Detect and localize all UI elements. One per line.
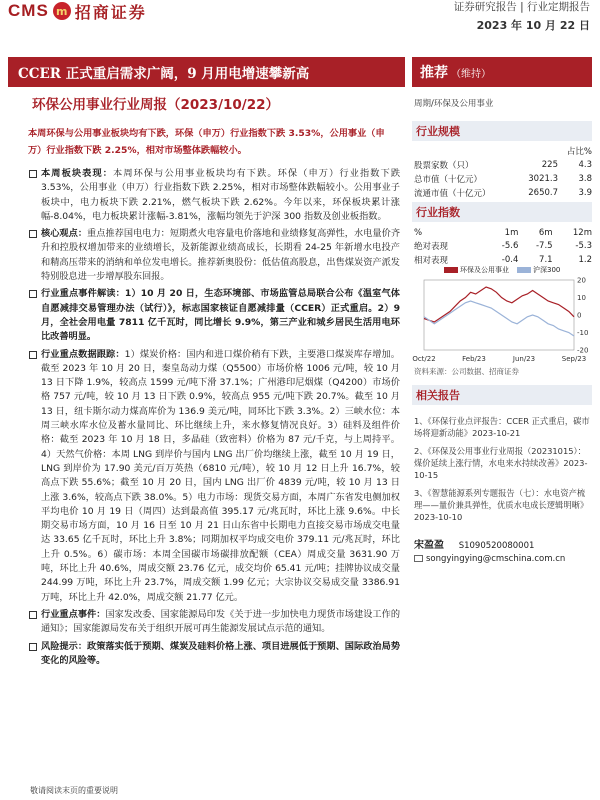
related-report-item[interactable]: 2、《环保及公用事业行业周报（20231015）：煤价延续上涨行情，水电来水持续改善》2023-10-15 [414,446,588,480]
x-tick-label: Oct/22 [412,355,436,363]
mail-icon [414,555,423,562]
table-row [414,158,592,172]
pct-header: 占比% [566,147,592,157]
bullet-text: 重点推荐国电电力：短期煮火电容量电价落地和业绩修复高弹性，水电量价齐升和控股权增加带来的业绩增长，及新能源业绩高成长，长期看 24-25 年新增水电投产和精高压带来的消纳和单位发电增长。推荐新奥股份：低估值高股息，出售煤炭资产派发特别股息进一步增厚股东回报。 [41,228,401,283]
chart-legend [444,265,560,275]
author-block [414,539,565,566]
legend-swatch [517,267,531,273]
industry-index-table [414,227,592,267]
industry-category: 周期/环保及公用事业 [414,99,494,109]
bullet-lead: 行业重点事件解读： [41,288,125,300]
table-row [414,239,592,253]
industry-scale-table [414,144,592,200]
scale-label: 流通市值（十亿元） [414,189,491,199]
report-title: 环保公用事业行业周报（2023/10/22） [32,97,280,113]
series-line [424,287,574,322]
table-row [414,172,592,186]
bullet-event-analysis [28,287,400,344]
index-value: 1.2 [578,255,592,265]
y-tick-label: -10 [577,329,589,337]
index-value: -7.5 [535,241,553,251]
bullet-text: 1）煤炭价格：国内和进口煤价稍有下跌，主要港口煤炭库存增加。截至 2023 年 10 月 20 日，秦皇岛动力煤（Q5500）市场价格 1006 元/吨，较 10 月 13 日下降 1.9%，较高点 1599 元/吨下滑 37.1%；广州港印尼烟煤（Q4200）市场价格 757 元/吨，较 10 月 13 日下跌 0.9%，较高点 955 元/吨下跌 20.7%。截至 10 月 13 日，纽卡斯尔动力煤高库价为 136.9 美元/吨，同环比下跌 3.3%。2）三峡水位：本周三峡水库水位及蓄水量同比、环比继续上升，来水修复情况良好。3）硅料及组件价格：截至 2023 年 10 月 18 日，多晶硅（致密料）价格为 87 元/千克，与上周持平。4）天然气价格：本周 LNG 到岸价与国内 LNG 出厂价均继续上涨，截至 10 月 19 日，LNG 到岸价为 17.90 美元/百万英热（6810 元/吨），较 10 月 12 日上升 16.7%，较高点下跌 55.6%；截至 10 月 20 日，国内 LNG 出厂价 4839 元/吨，较 10 月 13 日上涨 3.6%，较高点下跌 38.0%。5）电力市场：现货交易方面，本周广东省发电侧加权平均电价 10 月 19 日（周四）达到最高值 395.17 元/兆瓦时，环比上涨 9.6%。中长期交易市场方面，10 月 16 日至 10 月 21 日山东省中长期电力直接交易市场成交电量达 33.65 亿千瓦时，环比上升 3.8%；同期加权平均成交电价 379.11 元/兆瓦时，环比上升 0.5%。6）碳市场：本周全国碳市场碳排放配额（CEA）周成交量 3631.90 万吨，环比上升 40.6%，周成交额 23.76 亿元，成交均价 65.41 元/吨；挂牌协议成交量 244.99 万吨，环比上升 23.7%，周成交额 1.99 亿元；大宗协议交易成交量 3386.91 万吨，环比上升 42.0%，周成交额 21.77 亿元。 [41,348,400,603]
index-value: -5.3 [575,241,592,251]
index-value: -0.4 [501,255,519,265]
bullet-text: 本周环保与公用事业板块均有下跌。环保（申万）行业指数下跌 3.53%，公用事业（申万）行业指数下跌 2.25%，相对市场整体跌幅较小。公用事业子板块中，电力板块下跌 2.21%，燃气板块下跌 2.62%。今年以来，环保板块累计涨幅-8.04%，电力板块累计涨幅-3.81%，涨幅均领先于沪深 300 指数及创业板指数。 [41,168,401,222]
scale-value: 3021.3 [528,174,558,184]
bullet-lead: 行业重点事件： [41,608,106,620]
header-meta [454,0,590,33]
rating-label: 推荐 [420,65,448,81]
rating-banner [412,57,592,87]
bullet-text: 国家发改委、国家能源局印发《关于进一步加快电力现货市场建设工作的通知》；国家能源局发布关于组织开展可再生能源发展试点示范的通知。 [41,608,401,635]
series-line [424,301,574,336]
bullet-data-tracking [28,348,400,605]
index-label: 绝对表现 [414,242,449,252]
logo-mark-icon: m [53,2,71,20]
author-name: 宋盈盈 [414,540,444,551]
col-header: 12m [572,228,592,238]
related-report-item[interactable]: 1、《环保行业点评报告：CCER 正式重启，碳市场将迎新动能》2023-10-21 [414,416,590,438]
bullet-text: 政策落实低于预期、煤炭及硅料价格上涨、项目进展低于预期、国际政治局势变化的风险等。 [41,640,401,666]
x-tick-label: Sep/23 [561,355,587,363]
col-header: % [414,228,423,238]
col-header: 6m [538,228,553,238]
bullet-risk [28,640,400,669]
bullet-lead: 核心观点： [41,228,88,240]
table-row [414,144,592,158]
bullet-lead: 风险提示： [41,640,88,652]
scale-value: 2650.7 [528,188,558,198]
bullet-key-events [28,608,400,637]
rating-note: （维持） [451,68,491,80]
legend-swatch [444,267,458,273]
index-label: 相对表现 [414,256,449,266]
industry-scale-heading: 行业规模 [412,121,592,141]
doc-type: 证券研究报告 | 行业定期报告 [453,1,590,13]
bullet-lead: 本周板块表现： [41,168,114,179]
y-tick-label: 0 [577,311,582,320]
index-line-chart [412,276,592,364]
author-email[interactable]: songyingying@cmschina.com.cn [426,554,566,564]
author-license: S1090520080001 [458,541,535,551]
scale-value: 225 [541,160,558,170]
bullet-core-view [28,227,400,284]
logo-text-en: CMS [8,1,49,20]
company-logo [8,0,147,22]
x-tick-label: Feb/23 [462,355,486,363]
bullet-lead: 行业重点数据跟踪： [41,348,125,360]
bullet-list [28,167,400,671]
index-value: -5.6 [501,241,519,251]
legend-item [444,265,509,275]
related-reports-list [414,415,592,529]
y-tick-label: 20 [577,276,586,285]
scale-pct: 3.9 [578,188,592,198]
related-report-item[interactable]: 3、《智慧能源系列专题报告（七）：水电资产梳理——量价兼具弹性，优质水电成长逻辑明晰》2023-10-10 [414,488,589,522]
summary-paragraph: 本周环保与公用事业板块均有下跌，环保（申万）行业指数下跌 3.53%，公用事业（申万）行业指数下跌 2.25%，相对市场整体跌幅较小。 [28,128,385,156]
table-row [414,227,592,239]
scale-label: 股票家数（只） [414,161,474,171]
industry-index-heading: 行业指数 [412,202,592,222]
col-header: 1m [504,228,519,238]
scale-pct: 3.8 [578,174,592,184]
y-tick-label: 10 [577,294,586,302]
index-value: 7.1 [539,255,553,265]
headline-banner: CCER 正式重启需求广阔，9 月用电增速攀新高 [8,57,405,87]
bullet-performance [28,167,400,224]
scale-label: 总市值（十亿元） [414,175,483,185]
bullet-text: 1）10 月 20 日，生态环境部、市场监管总局联合公布《温室气体自愿减排交易管理办法（试行）》，标志国家核证自愿减排量（CCER）正式重启。2）9 月，全社会用电量 7811 亿千瓦时，同比增长 9.9%，第三产业和城乡居民生活用电环比改善明显。 [41,288,400,343]
legend-label: 沪深300 [533,266,561,274]
y-tick-label: -20 [577,346,589,355]
logo-text-cn: 招商证券 [74,2,147,22]
chart-source: 资料来源：公司数据、招商证券 [414,367,519,376]
legend-item [517,265,560,275]
x-tick-label: Jun/23 [512,355,536,363]
related-reports-heading: 相关报告 [412,385,592,405]
scale-pct: 4.3 [578,160,592,170]
legend-label: 环保及公用事业 [460,266,509,274]
table-row [414,186,592,200]
report-date: 2023 年 10 月 22 日 [476,19,590,32]
footer-note: 敬请阅读末页的重要说明 [30,786,118,795]
